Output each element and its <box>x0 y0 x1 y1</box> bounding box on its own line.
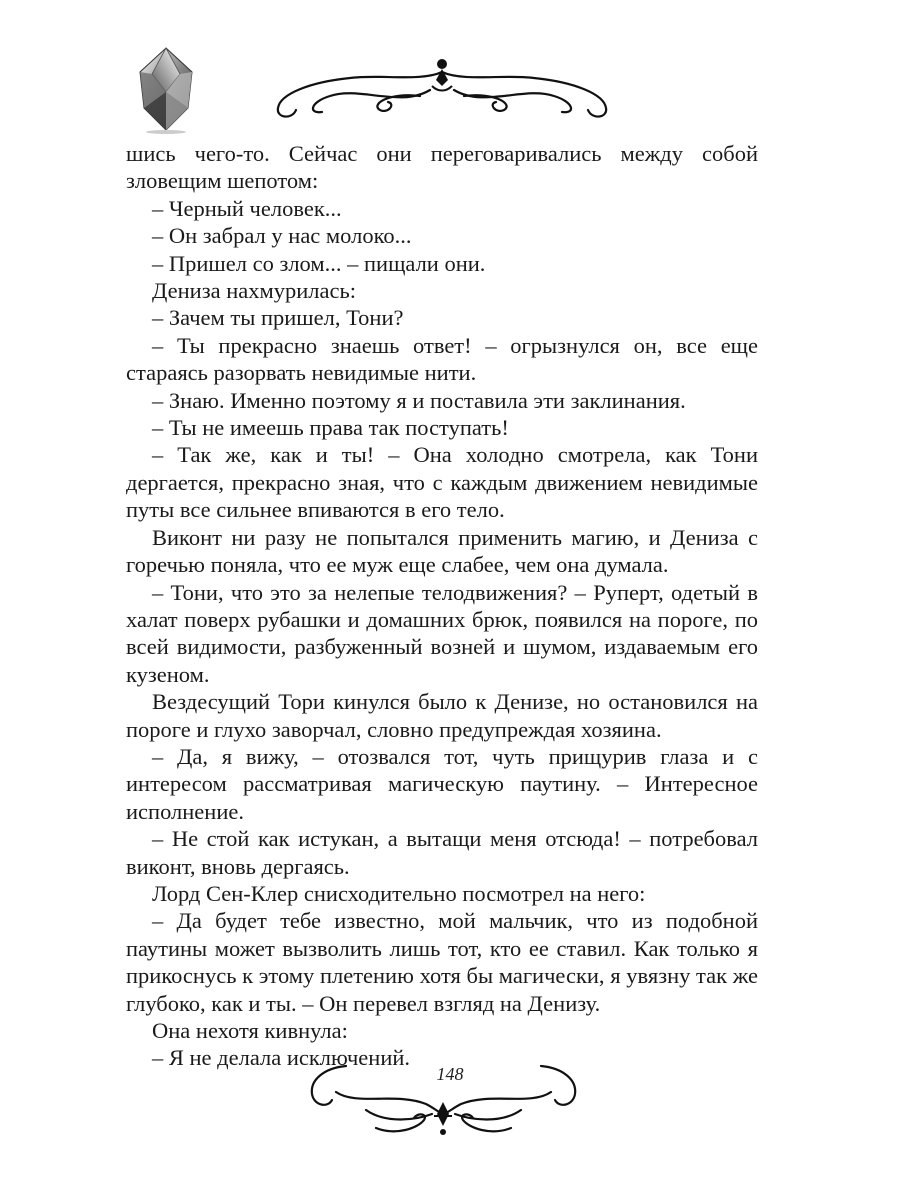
paragraph: Она нехотя кивнула: <box>152 1018 348 1043</box>
paragraph: – Я не делала исключений. <box>152 1045 411 1071</box>
paragraph: – Да будет тебе известно, мой мальчик, что из подобной паутины может вызволить лишь тот, кто ее ставил. Как только я прикоснусь к этому плетению хотя бы магически, я увязну так же глубоко, как и ты. – Он перевел взгляд на Денизу. <box>126 908 758 1016</box>
crystal-gem-icon <box>136 46 196 134</box>
text-block <box>126 140 758 1072</box>
paragraph: Виконт ни разу не попытался применить магию, и Дениза с горечью поняла, что ее муж еще слабее, чем она думала. <box>126 524 758 578</box>
paragraph: – Не стой как истукан, а вытащи меня отсюда! – потребовал виконт, вновь дергаясь. <box>126 826 758 879</box>
paragraph: Дениза нахмурилась: <box>152 278 356 304</box>
page-number: 148 <box>436 1064 464 1084</box>
paragraph: Лорд Сен-Клер снисходительно посмотрел на него: <box>152 880 646 906</box>
paragraph: – Пришел со злом... – пищали они. <box>152 250 486 276</box>
paragraph: шись чего-то. Сейчас они переговаривались между собой зловещим шепотом: <box>126 141 758 194</box>
paragraph: – Ты прекрасно знаешь ответ! – огрызнулся он, все еще стараясь разорвать невидимые нити. <box>126 332 758 386</box>
paragraph: – Он забрал у нас молоко... <box>152 223 412 249</box>
paragraph: – Черный человек... <box>152 195 342 221</box>
paragraph: Вездесущий Тори кинулся было к Денизе, но остановился на пороге и глухо заворчал, словно предупреждая хозяина. <box>126 689 758 742</box>
paragraph: – Тони, что это за нелепые телодвижения? – Руперт, одетый в халат поверх рубашки и домашних брюк, появился на пороге, по всей видимости, разбуженный возней и шумом, издаваемым его кузеном. <box>126 579 758 687</box>
paragraph: – Зачем ты пришел, Тони? <box>152 305 404 331</box>
paragraph: – Да, я вижу, – отозвался тот, чуть прищурив глаза и с интересом рассматривая магическую паутину. – Интересное исполнение. <box>126 743 758 824</box>
paragraph: – Так же, как и ты! – Она холодно смотрела, как Тони дергается, прекрасно зная, что с каждым движением невидимые путы все сильнее впиваются в его тело. <box>126 442 758 523</box>
paragraph: – Знаю. Именно поэтому я и поставила эти заклинания. <box>152 387 686 413</box>
header-ornament-icon <box>270 52 615 124</box>
paragraph: – Ты не имеешь права так поступать! <box>152 415 509 441</box>
